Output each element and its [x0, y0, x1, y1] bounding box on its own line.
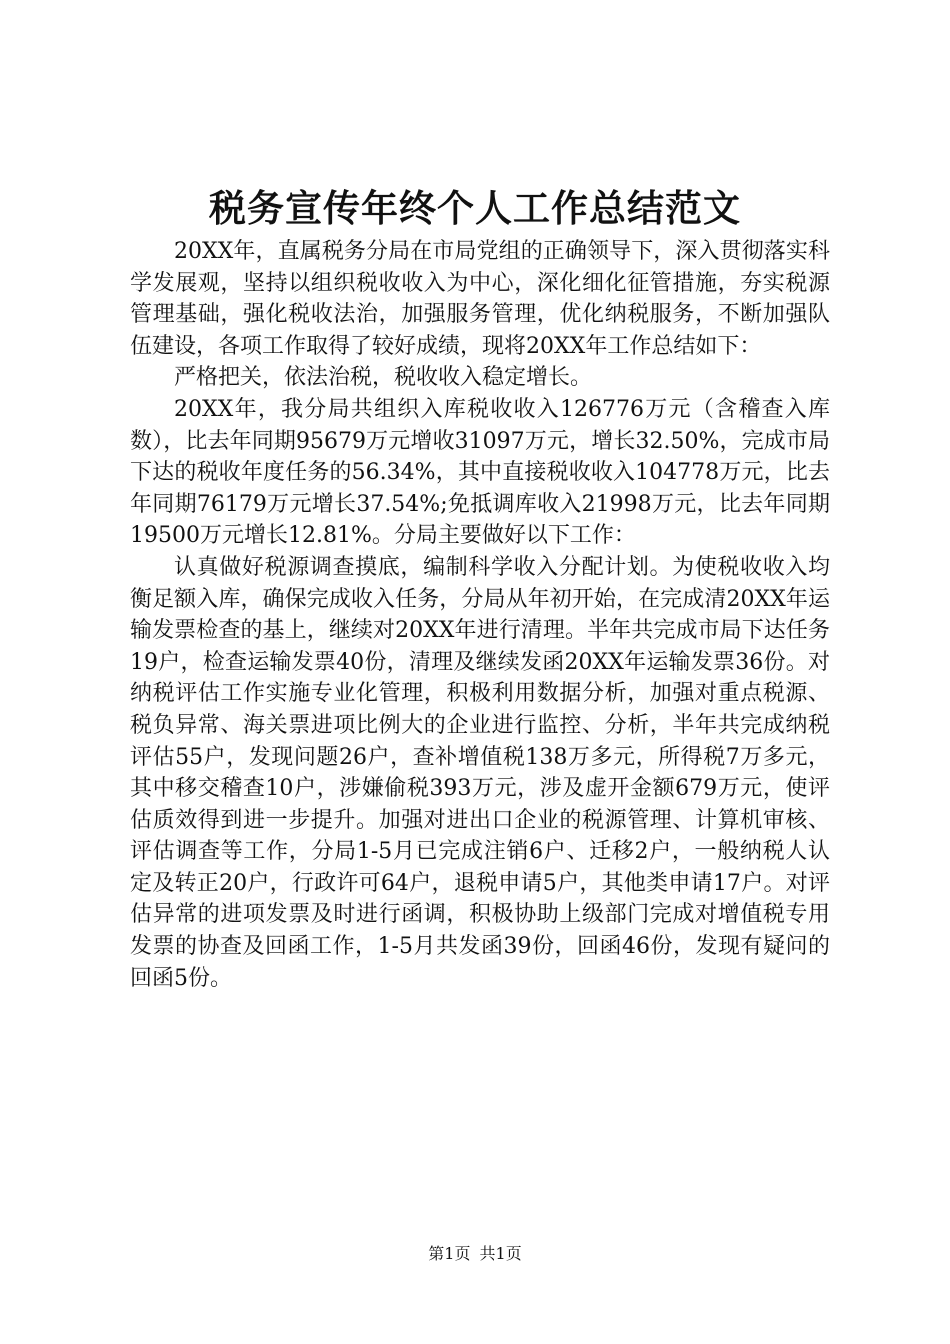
paragraph-heading: 严格把关，依法治税，税收收入稳定增长。	[174, 365, 593, 391]
document-title: 税务宣传年终个人工作总结范文	[209, 187, 741, 230]
paragraph-revenue: 20XX年，我分局共组织入库税收收入126776万元（含稽查入库数），比去年同期95679万元增收31097万元，增长32.50%，完成市局下达的税收年度任务的56.34%，其中直接税收收入104778万元，比去年同期76179万元增长37.54%;免抵调库收入21998万元，比去年同期19500万元增长12.81%。分局主要做好以下工作：	[130, 396, 830, 549]
paragraph-work-details: 认真做好税源调查摸底，编制科学收入分配计划。为使税收收入均衡足额入库，确保完成收入任务，分局从年初开始，在完成清20XX年运输发票检查的基上，继续对20XX年进行清理。半年共完成市局下达任务19户，检查运输发票40份，清理及继续发函20XX年运输发票36份。对纳税评估工作实施专业化管理，积极利用数据分析，加强对重点税源、税负异常、海关票进项比例大的企业进行监控、分析，半年共完成纳税评估55户，发现问题26户，查补增值税138万多元，所得税7万多元，其中移交稽查10户，涉嫌偷税393万元，涉及虚开金额679万元，使评估质效得到进一步提升。加强对进出口企业的税源管理、计算机审核、评估调查等工作，分局1-5月已完成注销6户、迁移2户，一般纳税人认定及转正20户，行政许可64户，退税申请5户，其他类申请17户。对评估异常的进项发票及时进行函调，积极协助上级部门完成对增值税专用发票的协查及回函工作，1-5月共发函39份，回函46份，发现有疑问的回函5份。	[130, 554, 830, 991]
page-footer	[0, 1244, 950, 1264]
document-body	[130, 236, 830, 994]
page-total: 共1页	[479, 1244, 522, 1263]
paragraph-intro: 20XX年，直属税务分局在市局党组的正确领导下，深入贯彻落实科学发展观，坚持以组织税收收入为中心，深化细化征管措施，夯实税源管理基础，强化税收法治，加强服务管理，优化纳税服务，不断加强队伍建设，各项工作取得了较好成绩，现将20XX年工作总结如下：	[130, 239, 830, 359]
page-number: 第1页	[428, 1244, 471, 1263]
